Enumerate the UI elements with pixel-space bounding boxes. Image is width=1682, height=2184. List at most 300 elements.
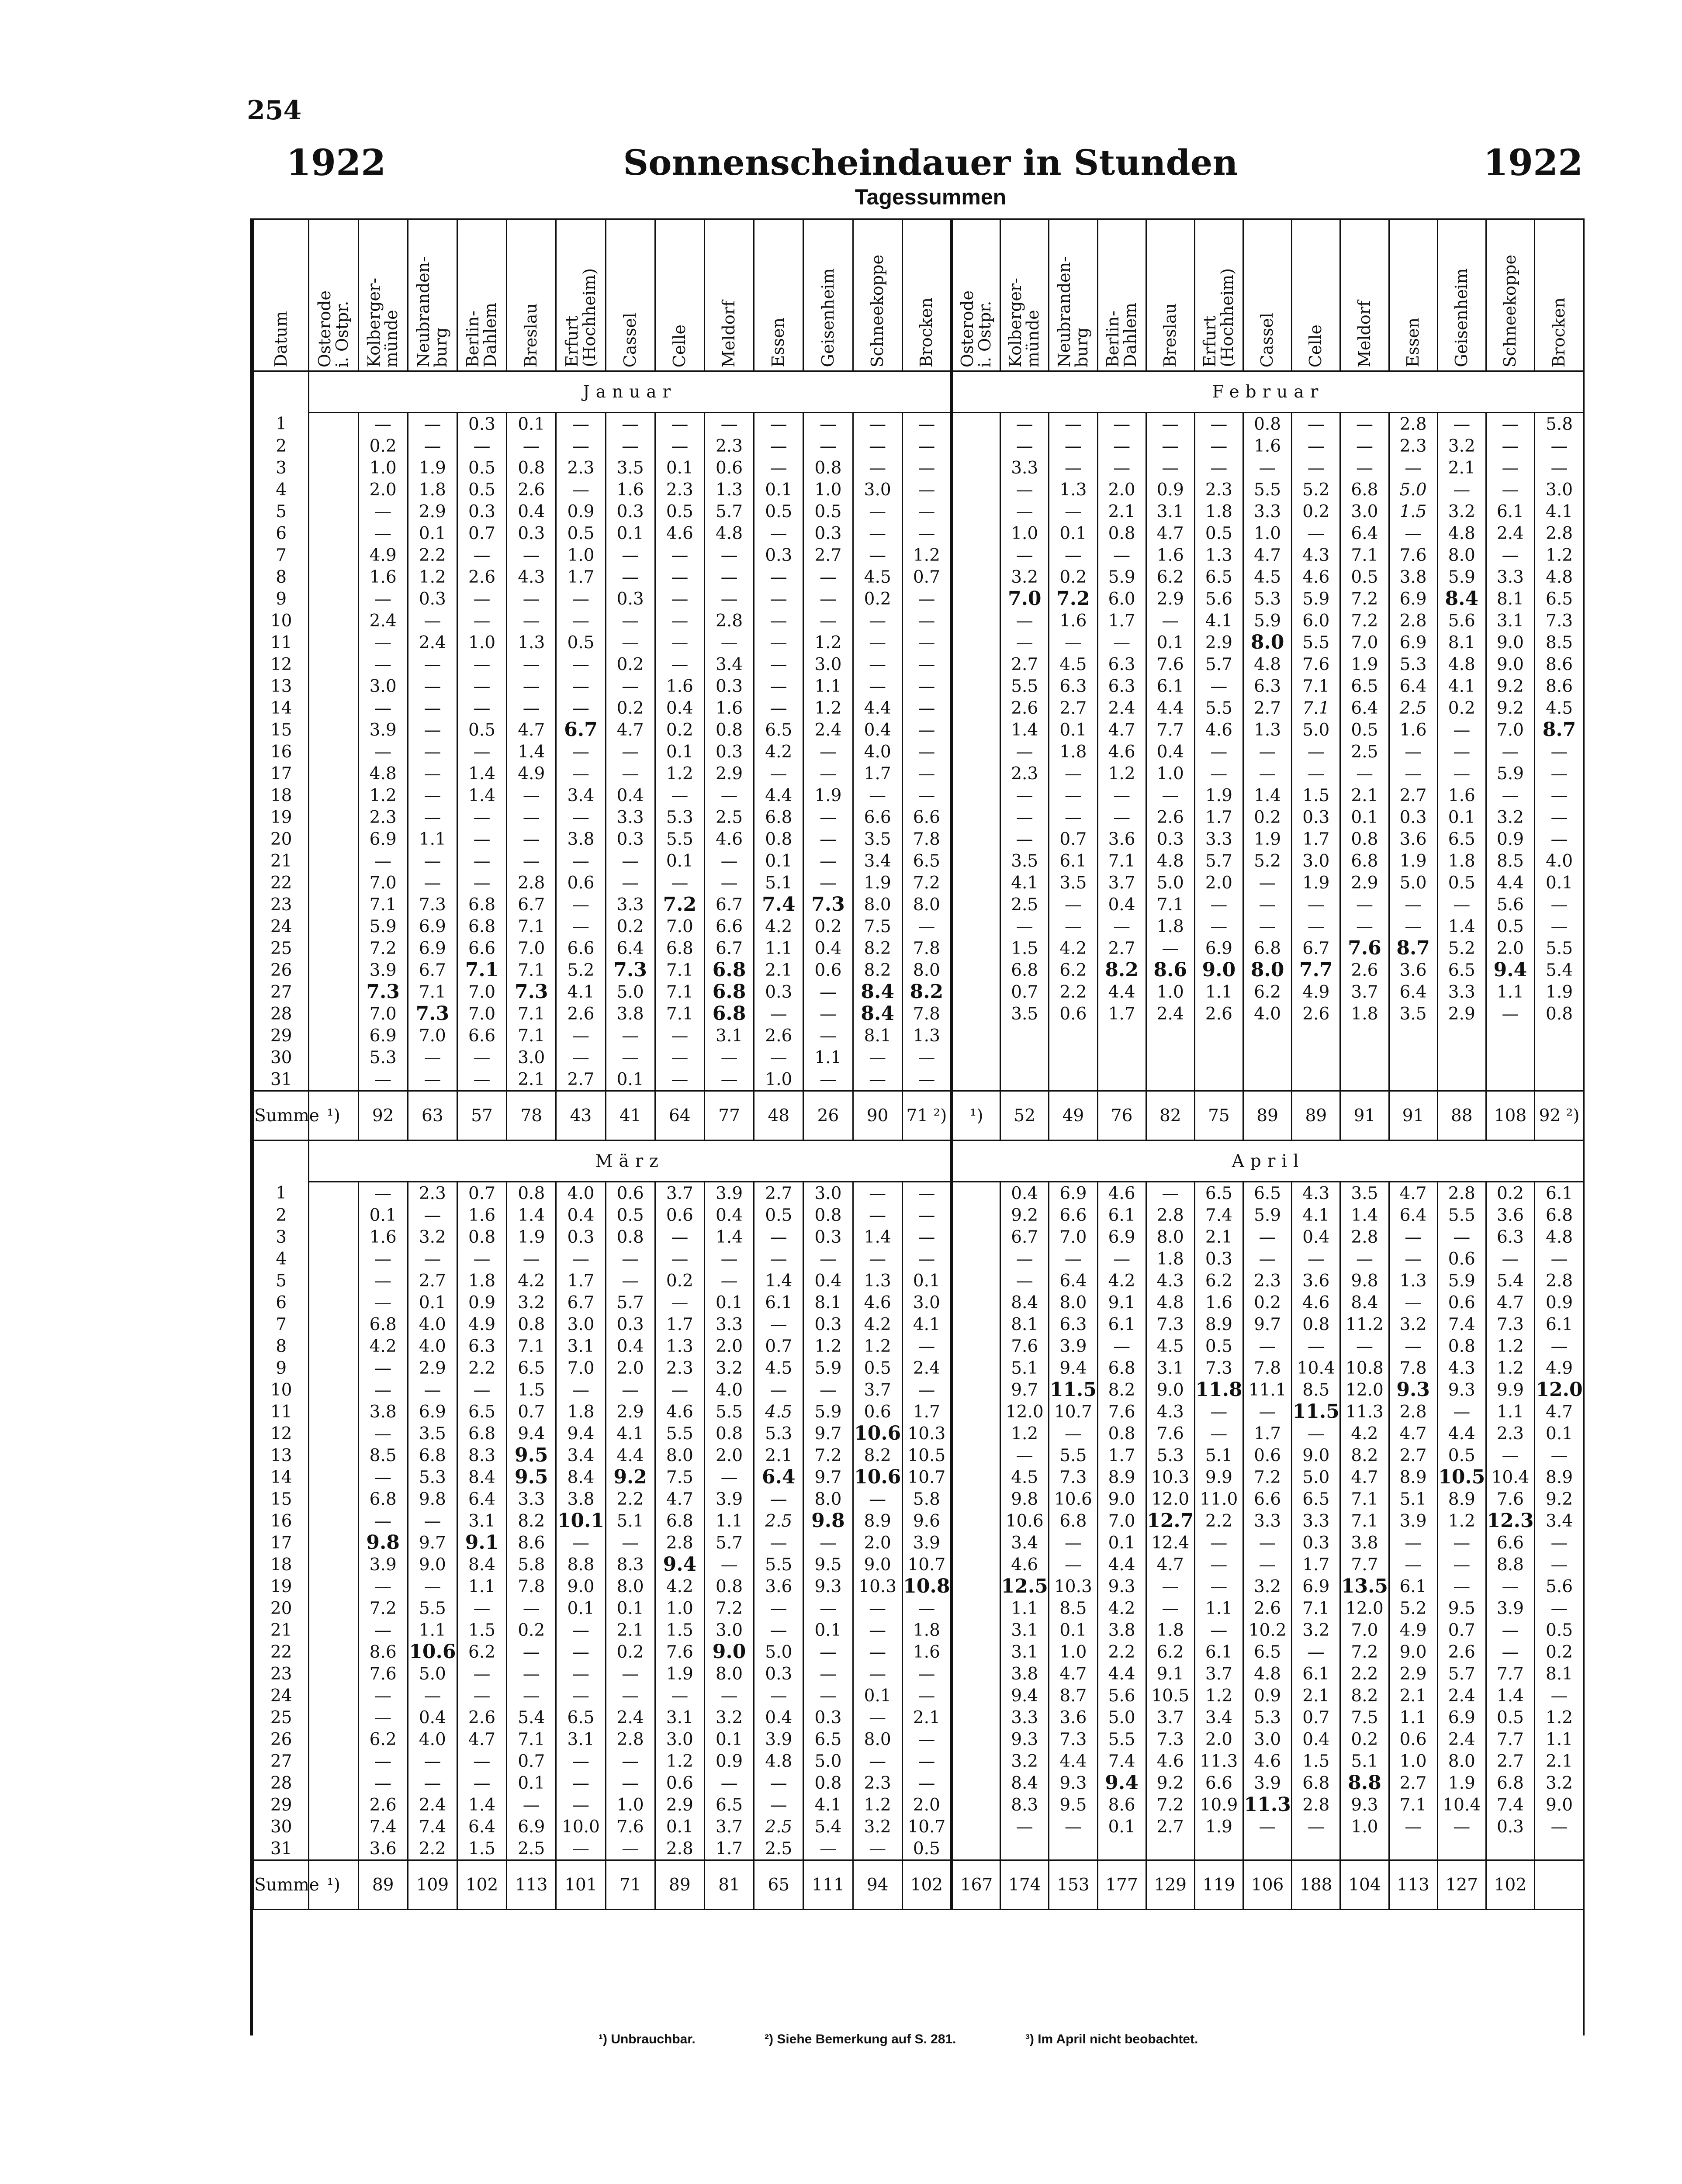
sum-cell: 64 — [655, 1091, 704, 1140]
value-cell: 0.5 — [1437, 872, 1486, 894]
sum-cell: 167 — [952, 1860, 1000, 1910]
date-cell: 26 — [254, 959, 309, 981]
value-cell: — — [902, 675, 952, 697]
value-cell: — — [457, 828, 506, 850]
value-cell — [952, 1576, 1000, 1597]
value-cell: — — [1146, 1597, 1194, 1619]
value-cell: — — [606, 413, 655, 435]
value-cell: 7.8 — [1389, 1357, 1437, 1379]
table-row — [254, 697, 1584, 719]
value-cell: 9.5 — [507, 1466, 556, 1488]
value-cell: 1.4 — [1000, 719, 1049, 741]
value-cell: — — [1194, 916, 1243, 937]
value-cell: 1.0 — [606, 1794, 655, 1816]
value-cell: 0.7 — [507, 1750, 556, 1772]
value-cell: 1.6 — [1194, 1292, 1243, 1313]
value-cell: 5.2 — [556, 959, 606, 981]
value-cell: — — [902, 1597, 952, 1619]
sum-cell: 119 — [1194, 1860, 1243, 1910]
value-cell: 3.3 — [1000, 457, 1049, 479]
value-cell: 1.1 — [803, 675, 853, 697]
value-cell: 5.7 — [1194, 653, 1243, 675]
date-cell: 3 — [254, 1226, 309, 1248]
value-cell: — — [1000, 544, 1049, 566]
value-cell: — — [902, 741, 952, 763]
value-cell: 10.0 — [556, 1816, 606, 1838]
value-cell — [309, 522, 358, 544]
value-cell: 0.6 — [1049, 1003, 1097, 1025]
value-cell: 0.3 — [803, 1226, 853, 1248]
table-row — [254, 937, 1584, 959]
value-cell: 1.6 — [704, 697, 754, 719]
value-cell: 2.4 — [1486, 522, 1534, 544]
header-station — [1097, 219, 1146, 371]
value-cell: 4.6 — [1000, 1554, 1049, 1576]
date-cell: 4 — [254, 479, 309, 501]
value-cell: 0.5 — [606, 1204, 655, 1226]
value-cell: — — [902, 632, 952, 653]
value-cell: — — [1146, 1576, 1194, 1597]
value-cell: 7.1 — [457, 959, 506, 981]
value-cell: 4.1 — [1535, 501, 1583, 522]
sum-cell: 26 — [803, 1091, 853, 1140]
value-cell: 8.4 — [853, 981, 902, 1003]
value-cell: 4.6 — [1194, 719, 1243, 741]
value-cell: 0.5 — [457, 457, 506, 479]
value-cell — [1486, 1047, 1534, 1068]
value-cell: — — [754, 697, 803, 719]
sum-cell: 89 — [1292, 1091, 1340, 1140]
value-cell: — — [556, 894, 606, 916]
value-cell: 4.7 — [1146, 1554, 1194, 1576]
value-cell — [952, 435, 1000, 457]
value-cell: 3.6 — [1389, 828, 1437, 850]
value-cell — [952, 1838, 1000, 1860]
value-cell: — — [902, 588, 952, 610]
value-cell: 1.8 — [556, 1401, 606, 1423]
date-cell: 6 — [254, 1292, 309, 1313]
value-cell: — — [803, 1068, 853, 1091]
value-cell: — — [1535, 916, 1583, 937]
value-cell: 2.8 — [507, 872, 556, 894]
date-cell: 8 — [254, 1335, 309, 1357]
value-cell: 9.4 — [1000, 1685, 1049, 1707]
value-cell: 8.1 — [853, 1025, 902, 1047]
value-cell: 5.8 — [1535, 413, 1583, 435]
header-station-label: Berlin- Dahlem — [1103, 302, 1140, 367]
value-cell: 9.1 — [1097, 1292, 1146, 1313]
value-cell: 3.4 — [556, 1444, 606, 1466]
value-cell: 6.8 — [408, 1444, 457, 1466]
value-cell: 3.2 — [1000, 566, 1049, 588]
value-cell: — — [1292, 457, 1340, 479]
value-cell: 7.1 — [507, 1728, 556, 1750]
value-cell: 2.7 — [408, 1270, 457, 1292]
value-cell: 6.9 — [1049, 1182, 1097, 1205]
value-cell: 6.8 — [1340, 850, 1389, 872]
value-cell: 8.5 — [1292, 1379, 1340, 1401]
value-cell: 2.1 — [1340, 784, 1389, 806]
value-cell: 6.5 — [1535, 588, 1583, 610]
value-cell: 0.4 — [754, 1707, 803, 1728]
date-cell: 12 — [254, 653, 309, 675]
value-cell: 3.0 — [507, 1047, 556, 1068]
header-station — [1000, 219, 1049, 371]
value-cell: 9.3 — [1437, 1379, 1486, 1401]
value-cell: 4.0 — [704, 1379, 754, 1401]
value-cell: 2.3 — [1389, 435, 1437, 457]
value-cell: 8.0 — [1243, 959, 1292, 981]
value-cell: — — [754, 1313, 803, 1335]
value-cell: 5.5 — [655, 1423, 704, 1444]
value-cell — [952, 653, 1000, 675]
date-cell: 21 — [254, 1619, 309, 1641]
value-cell: — — [556, 610, 606, 632]
value-cell: 0.4 — [704, 1204, 754, 1226]
value-cell: — — [507, 435, 556, 457]
value-cell: 9.2 — [1000, 1204, 1049, 1226]
value-cell: 1.6 — [358, 566, 408, 588]
value-cell: 1.0 — [358, 457, 408, 479]
value-cell: 4.6 — [1097, 1182, 1146, 1205]
value-cell — [309, 1047, 358, 1068]
value-cell: 7.4 — [754, 894, 803, 916]
value-cell: 4.7 — [606, 719, 655, 741]
value-cell: 3.2 — [1243, 1576, 1292, 1597]
sum-cell: ¹) — [309, 1860, 358, 1910]
value-cell: 4.1 — [1194, 610, 1243, 632]
value-cell: 0.5 — [1437, 1444, 1486, 1466]
value-cell: — — [606, 1025, 655, 1047]
value-cell: 0.1 — [1049, 719, 1097, 741]
value-cell — [309, 916, 358, 937]
value-cell: — — [853, 435, 902, 457]
value-cell: 6.0 — [1097, 588, 1146, 610]
date-cell: 21 — [254, 850, 309, 872]
value-cell: 1.0 — [1000, 522, 1049, 544]
value-cell: — — [556, 1641, 606, 1663]
value-cell: 6.5 — [1437, 828, 1486, 850]
value-cell: 3.8 — [556, 1488, 606, 1510]
value-cell: 3.3 — [1243, 1510, 1292, 1532]
value-cell: 4.5 — [1049, 653, 1097, 675]
value-cell — [1194, 1068, 1243, 1091]
header-station-label: Erfurt (Hochheim) — [1200, 268, 1237, 367]
value-cell — [952, 719, 1000, 741]
month-title: März — [309, 1140, 952, 1182]
value-cell: 4.7 — [655, 1488, 704, 1510]
value-cell: 1.4 — [1340, 1204, 1389, 1226]
value-cell: — — [1049, 544, 1097, 566]
value-cell: — — [1389, 457, 1437, 479]
value-cell: 5.9 — [1243, 1204, 1292, 1226]
value-cell: — — [1486, 1003, 1534, 1025]
value-cell: 4.5 — [1243, 566, 1292, 588]
sum-cell: 41 — [606, 1091, 655, 1140]
value-cell: 12.7 — [1147, 1510, 1194, 1532]
table-row — [254, 916, 1584, 937]
value-cell: 1.4 — [507, 1204, 556, 1226]
value-cell: 8.5 — [1486, 850, 1534, 872]
value-cell: — — [408, 741, 457, 763]
table-row — [254, 1357, 1584, 1379]
table-row — [254, 894, 1584, 916]
value-cell: 6.0 — [1292, 610, 1340, 632]
value-cell: — — [1097, 632, 1146, 653]
value-cell: 9.0 — [1292, 1444, 1340, 1466]
value-cell: 2.4 — [902, 1357, 952, 1379]
value-cell: 4.3 — [1146, 1270, 1194, 1292]
value-cell — [952, 1047, 1000, 1068]
value-cell: — — [1437, 894, 1486, 916]
value-cell: 4.1 — [803, 1794, 853, 1816]
value-cell: 3.4 — [556, 784, 606, 806]
value-cell: — — [1049, 1554, 1097, 1576]
value-cell: — — [1243, 872, 1292, 894]
value-cell: 6.2 — [1194, 1270, 1243, 1292]
value-cell: — — [1389, 741, 1437, 763]
value-cell: 3.0 — [803, 1182, 853, 1205]
value-cell: — — [1340, 1248, 1389, 1270]
value-cell — [309, 1794, 358, 1816]
value-cell: — — [902, 1663, 952, 1685]
value-cell: — — [358, 1466, 408, 1488]
value-cell — [1437, 1838, 1486, 1860]
value-cell: — — [803, 435, 853, 457]
sum-cell: 57 — [457, 1091, 506, 1140]
header-date-label: Datum — [271, 311, 291, 367]
value-cell: 1.8 — [1194, 501, 1243, 522]
value-cell: 2.7 — [1146, 1816, 1194, 1838]
value-cell — [309, 588, 358, 610]
value-cell: 1.6 — [1146, 544, 1194, 566]
header-station-label: Breslau — [1160, 303, 1180, 367]
value-cell — [952, 1554, 1000, 1576]
month-title: Februar — [952, 371, 1583, 413]
value-cell: — — [1097, 784, 1146, 806]
value-cell: 2.7 — [803, 544, 853, 566]
value-cell: — — [704, 850, 754, 872]
value-cell: 4.3 — [1146, 1401, 1194, 1423]
value-cell: 2.2 — [606, 1488, 655, 1510]
value-cell: 8.9 — [853, 1510, 902, 1532]
value-cell: — — [902, 457, 952, 479]
value-cell: — — [754, 1047, 803, 1068]
value-cell: — — [803, 1685, 853, 1707]
value-cell: 7.1 — [507, 1335, 556, 1357]
value-cell: — — [358, 1182, 408, 1205]
value-cell: 7.2 — [358, 1597, 408, 1619]
value-cell: — — [556, 413, 606, 435]
date-cell: 27 — [254, 981, 309, 1003]
value-cell: 0.5 — [457, 719, 506, 741]
value-cell — [952, 1025, 1000, 1047]
value-cell — [1097, 1025, 1146, 1047]
value-cell: — — [1000, 1248, 1049, 1270]
value-cell — [309, 894, 358, 916]
value-cell: 4.2 — [1097, 1270, 1146, 1292]
value-cell: 0.2 — [606, 697, 655, 719]
sum-cell: 65 — [754, 1860, 803, 1910]
value-cell: 7.2 — [803, 1444, 853, 1466]
value-cell: — — [1437, 1532, 1486, 1554]
value-cell: 6.4 — [1389, 675, 1437, 697]
value-cell: 1.6 — [457, 1204, 506, 1226]
value-cell: — — [1486, 544, 1534, 566]
value-cell: 2.5 — [1000, 894, 1049, 916]
value-cell: 6.9 — [1097, 1226, 1146, 1248]
value-cell: — — [606, 850, 655, 872]
value-cell: 4.5 — [1000, 1466, 1049, 1488]
value-cell: — — [507, 1597, 556, 1619]
value-cell: — — [1243, 1248, 1292, 1270]
value-cell: 1.0 — [1389, 1750, 1437, 1772]
value-cell: 0.5 — [902, 1838, 952, 1860]
value-cell: 1.9 — [408, 457, 457, 479]
value-cell: 3.8 — [1389, 566, 1437, 588]
value-cell: 3.3 — [1243, 501, 1292, 522]
value-cell: 7.1 — [655, 981, 704, 1003]
value-cell: — — [556, 1750, 606, 1772]
value-cell: 9.2 — [606, 1466, 655, 1488]
value-cell: 2.8 — [1292, 1794, 1340, 1816]
value-cell: 0.1 — [408, 522, 457, 544]
value-cell: 0.6 — [556, 872, 606, 894]
value-cell: 9.8 — [358, 1532, 408, 1554]
value-cell: — — [1194, 1554, 1243, 1576]
value-cell: 3.1 — [1486, 610, 1534, 632]
value-cell: — — [754, 522, 803, 544]
value-cell: 3.6 — [1049, 1707, 1097, 1728]
value-cell: 5.3 — [754, 1423, 803, 1444]
value-cell: 0.1 — [1535, 1423, 1583, 1444]
value-cell: 2.6 — [1292, 1003, 1340, 1025]
value-cell: 6.1 — [1146, 675, 1194, 697]
value-cell: — — [655, 1248, 704, 1270]
value-cell: 7.1 — [1292, 697, 1340, 719]
value-cell: 0.1 — [655, 1816, 704, 1838]
value-cell: 0.5 — [1194, 1335, 1243, 1357]
value-cell: 2.7 — [1000, 653, 1049, 675]
value-cell — [309, 675, 358, 697]
value-cell: — — [655, 653, 704, 675]
table-row — [254, 588, 1584, 610]
value-cell: — — [1535, 1335, 1583, 1357]
value-cell: 5.9 — [358, 916, 408, 937]
value-cell: 1.6 — [606, 479, 655, 501]
value-cell — [952, 632, 1000, 653]
header-station — [1146, 219, 1194, 371]
header-station-label: Osterode i. Ostpr. — [958, 290, 995, 367]
value-cell: 7.4 — [1486, 1794, 1534, 1816]
value-cell: — — [358, 697, 408, 719]
value-cell: 1.5 — [1292, 784, 1340, 806]
value-cell — [309, 1532, 358, 1554]
sum-cell: 63 — [408, 1091, 457, 1140]
value-cell: 6.1 — [1535, 1182, 1583, 1205]
value-cell: 8.0 — [1437, 1750, 1486, 1772]
value-cell: — — [1535, 1597, 1583, 1619]
value-cell: 2.9 — [704, 763, 754, 784]
value-cell: 3.0 — [704, 1619, 754, 1641]
value-cell: — — [754, 435, 803, 457]
value-cell — [1146, 1047, 1194, 1068]
value-cell: — — [1486, 479, 1534, 501]
date-cell: 24 — [254, 916, 309, 937]
value-cell: 4.4 — [853, 697, 902, 719]
value-cell: — — [1194, 413, 1243, 435]
value-cell: 0.1 — [358, 1204, 408, 1226]
value-cell: 2.8 — [1389, 1401, 1437, 1423]
value-cell: — — [1535, 1248, 1583, 1270]
value-cell: — — [358, 1292, 408, 1313]
value-cell: — — [457, 435, 506, 457]
value-cell: — — [655, 1047, 704, 1068]
value-cell: 0.3 — [606, 828, 655, 850]
value-cell: 0.1 — [1049, 1619, 1097, 1641]
value-cell: 2.6 — [1437, 1641, 1486, 1663]
value-cell: — — [704, 1270, 754, 1292]
value-cell: — — [408, 1379, 457, 1401]
value-cell: 3.0 — [853, 479, 902, 501]
table-row — [254, 457, 1584, 479]
value-cell: 1.9 — [1389, 850, 1437, 872]
value-cell: 7.3 — [1049, 1466, 1097, 1488]
value-cell: 1.1 — [1389, 1707, 1437, 1728]
value-cell: 9.0 — [704, 1641, 754, 1663]
value-cell: 7.5 — [655, 1466, 704, 1488]
value-cell: 9.8 — [803, 1510, 853, 1532]
table-row — [254, 981, 1584, 1003]
value-cell: 8.2 — [1340, 1685, 1389, 1707]
value-cell: — — [1437, 763, 1486, 784]
table-row — [254, 1772, 1584, 1794]
value-cell — [1437, 1068, 1486, 1091]
value-cell — [952, 1619, 1000, 1641]
value-cell: 0.3 — [457, 413, 506, 435]
value-cell: 9.0 — [853, 1554, 902, 1576]
value-cell: — — [704, 872, 754, 894]
value-cell: — — [902, 479, 952, 501]
value-cell — [1146, 1068, 1194, 1091]
value-cell: 4.6 — [1097, 741, 1146, 763]
value-cell: 4.1 — [902, 1313, 952, 1335]
sum-cell: 127 — [1437, 1860, 1486, 1910]
value-cell: 3.5 — [1000, 850, 1049, 872]
value-cell: 4.7 — [1340, 1466, 1389, 1488]
value-cell — [952, 1510, 1000, 1532]
value-cell: 2.6 — [457, 566, 506, 588]
value-cell: 11.5 — [1292, 1400, 1339, 1423]
value-cell: — — [853, 1641, 902, 1663]
value-cell: 5.5 — [1292, 632, 1340, 653]
table-row — [254, 632, 1584, 653]
value-cell — [1486, 1025, 1534, 1047]
value-cell: — — [902, 916, 952, 937]
value-cell: — — [1194, 1619, 1243, 1641]
value-cell: 9.4 — [556, 1423, 606, 1444]
value-cell: 4.7 — [457, 1728, 506, 1750]
header-station — [655, 219, 704, 371]
value-cell: 1.8 — [1146, 1619, 1194, 1641]
date-cell: 18 — [254, 784, 309, 806]
value-cell: 1.4 — [754, 1270, 803, 1292]
value-cell: 0.1 — [606, 1597, 655, 1619]
value-cell — [309, 457, 358, 479]
date-cell: 10 — [254, 1379, 309, 1401]
value-cell: 8.0 — [1049, 1292, 1097, 1313]
value-cell: — — [803, 610, 853, 632]
